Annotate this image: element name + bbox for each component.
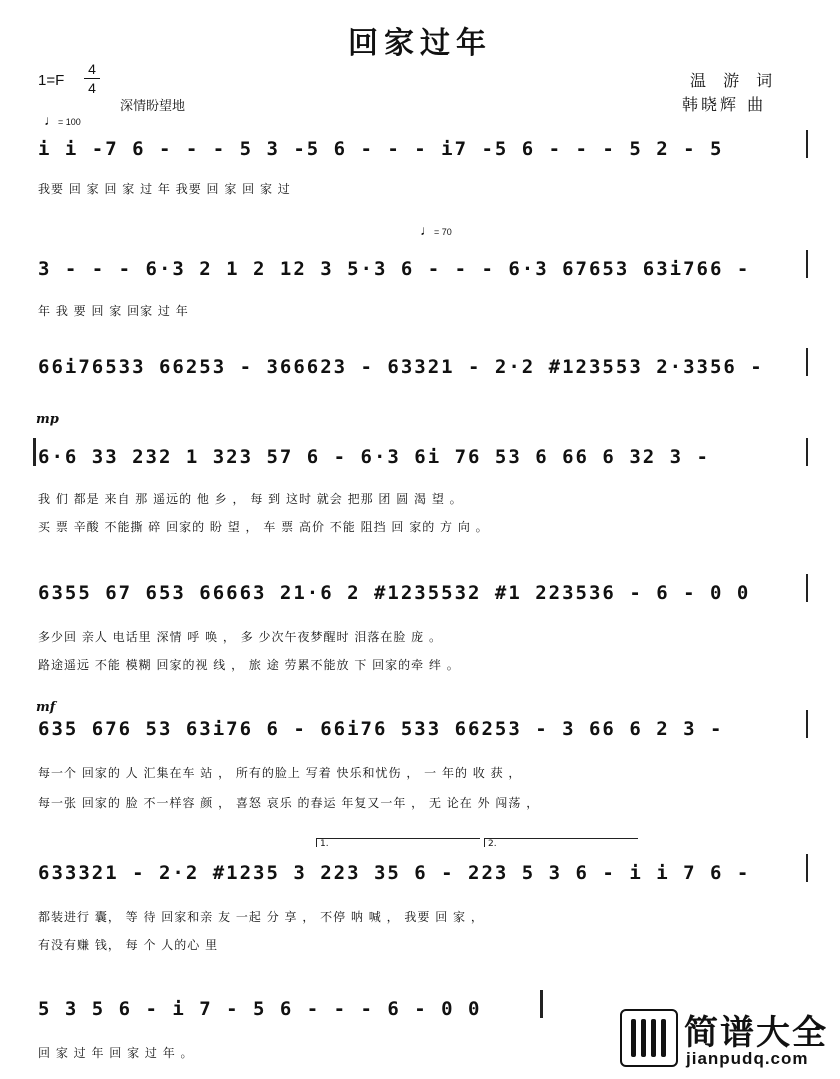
lyric-line: 路途遥远 不能 模糊 回家的视 线 ， 旅 途 劳累不能放 下 回家的牵 绊 。 (38, 658, 460, 672)
time-signature-top: 4 (88, 61, 96, 77)
time-signature-bottom: 4 (84, 78, 100, 97)
lyric-line: 年 我 要 回 家 回家 过 年 (38, 304, 189, 318)
volta-second-ending: 2. (484, 838, 638, 847)
key-signature: 1=F (38, 72, 65, 89)
lyricist-credit: 温 游 词 (690, 71, 779, 90)
piano-keys-icon (620, 1009, 678, 1067)
bar-line (806, 574, 808, 602)
notation-row: 66i76533 66253 - 366623 - 63321 - 2·2 #123553 2·3356 - (38, 356, 764, 378)
lyric-line: 每一张 回家的 脸 不一样容 颜 ， 喜怒 哀乐 的春运 年复又一年 ， 无 论在 外 闯荡 ， (38, 796, 540, 810)
lyric-line: 回 家 过 年 回 家 过 年 。 (38, 1046, 194, 1060)
lyric-line: 多少回 亲人 电话里 深情 呼 唤 ， 多 少次午夜梦醒时 泪落在脸 庞 。 (38, 630, 442, 644)
notation-row: 6·6 33 232 1 323 57 6 - 6·3 6i 76 53 6 66 6 32 3 - (38, 446, 710, 468)
lyric-line: 有没有赚 钱， 每 个 人的心 里 (38, 938, 219, 952)
notation-row: 633321 - 2·2 #1235 3 223 35 6 - 223 5 3 6 - i i 7 6 - (38, 862, 751, 884)
notation-row: 635 676 53 63i76 6 - 66i76 533 66253 - 3 66 6 2 3 - (38, 718, 724, 740)
notation-row: 5 3 5 6 - i 7 - 5 6 - - - 6 - 0 0 (38, 998, 482, 1020)
logo-url-text: jianpudq.com (686, 1049, 809, 1068)
site-logo (620, 1005, 835, 1075)
dynamic-mp: mp (36, 412, 59, 427)
notation-row: 6355 67 653 66663 21·6 2 #1235532 #1 223536 - 6 - 0 0 (38, 582, 751, 604)
quarter-note-icon: ♩ (44, 112, 58, 128)
dynamic-mf: mf (36, 700, 56, 715)
lyric-line: 每一个 回家的 人 汇集在车 站 ， 所有的脸上 写着 快乐和忧伤 ， 一 年的 收 获 ， (38, 766, 522, 780)
lyric-line: 都装进行 囊， 等 待 回家和亲 友 一起 分 享 ， 不停 呐 喊 ， 我要 回 家 ， (38, 910, 484, 924)
lyric-line: 我要 回 家 回 家 过 年 我要 回 家 回 家 过 (38, 182, 291, 196)
time-signature (84, 60, 100, 97)
bar-line (806, 710, 808, 738)
tempo-marking-initial (44, 112, 81, 128)
bar-line (806, 854, 808, 882)
lyric-line: 买 票 辛酸 不能撕 碎 回家的 盼 望 ， 车 票 高价 不能 阻挡 回 家的 方 向 。 (38, 520, 489, 534)
expression-marking: 深情盼望地 (120, 99, 186, 114)
bar-line (806, 250, 808, 278)
bar-line (806, 130, 808, 158)
logo-brand-text: 简谱大全 (684, 1013, 828, 1053)
volta-first-ending: 1. (316, 838, 480, 847)
tempo-value: = 100 (58, 117, 81, 127)
lyric-line: 我 们 都是 来自 那 遥远的 他 乡 ， 每 到 这时 就会 把那 团 圆 渴 望 。 (38, 492, 463, 506)
bar-line (806, 438, 808, 466)
bar-line (806, 348, 808, 376)
composer-credit: 韩晓辉 曲 (682, 95, 767, 114)
repeat-start-bar-line (33, 438, 36, 466)
song-title: 回家过年 (348, 26, 492, 61)
quarter-note-icon: ♩ (420, 222, 434, 238)
tempo-marking-change (420, 222, 452, 238)
notation-row: i i -7 6 - - - 5 3 -5 6 - - - i7 -5 6 - - - 5 2 - 5 (38, 138, 724, 160)
tempo-value: = 70 (434, 227, 452, 237)
notation-row: 3 - - - 6·3 2 1 2 12 3 5·3 6 - - - 6·3 67653 63i766 - (38, 258, 751, 280)
final-bar-line (540, 990, 543, 1018)
